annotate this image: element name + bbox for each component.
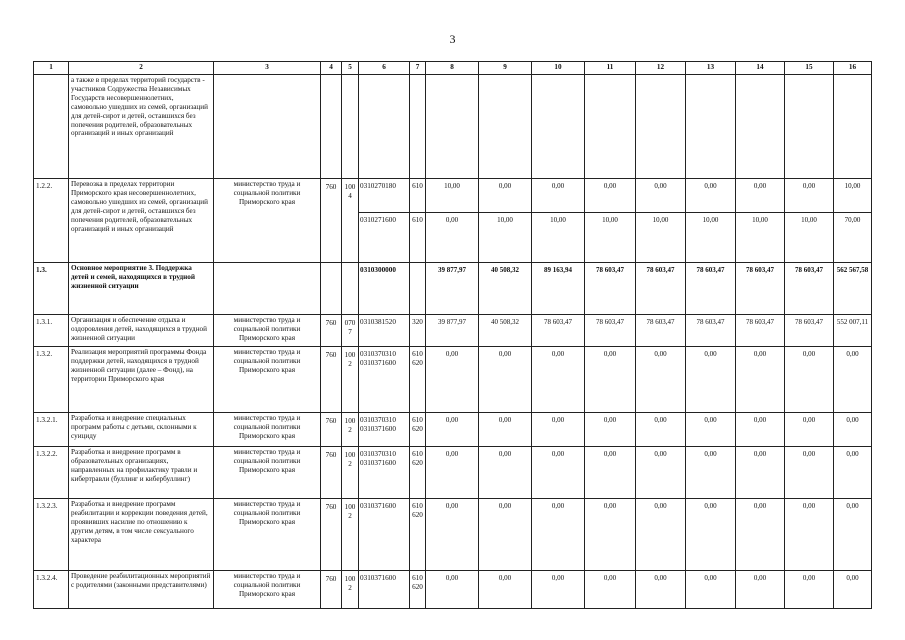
table-row bbox=[34, 499, 872, 571]
budget-code: 0310270180 bbox=[359, 179, 410, 213]
column-header-3: 3 bbox=[214, 62, 321, 75]
section-code: 1002 bbox=[342, 571, 359, 609]
amount-cell: 562 567,58 bbox=[834, 263, 872, 315]
amount-cell: 10,00 bbox=[785, 213, 834, 263]
budget-code: 0310370310 0310371600 bbox=[359, 413, 410, 447]
page-number: 3 bbox=[449, 32, 456, 46]
expense-type bbox=[410, 263, 426, 315]
item-number: 1.3.2.2. bbox=[34, 447, 69, 499]
amount-cell bbox=[834, 75, 872, 179]
amount-cell bbox=[636, 75, 686, 179]
amount-cell: 10,00 bbox=[686, 213, 736, 263]
table-row bbox=[34, 347, 872, 413]
budget-code: 0310371600 bbox=[359, 499, 410, 571]
column-header-16: 16 bbox=[834, 62, 872, 75]
item-number: 1.3.2.1. bbox=[34, 413, 69, 447]
expense-type: 610 bbox=[410, 213, 426, 263]
amount-cell: 0,00 bbox=[585, 499, 636, 571]
column-header-11: 11 bbox=[585, 62, 636, 75]
item-name: Основное мероприятие 3. Поддержка детей и семей, находящихся в трудной жизненной ситуации bbox=[69, 263, 214, 315]
budget-code: 0310271600 bbox=[359, 213, 410, 263]
amount-cell: 0,00 bbox=[636, 499, 686, 571]
executor: министерство труда и социальной политики Приморского края bbox=[214, 447, 321, 499]
amount-cell bbox=[479, 75, 532, 179]
amount-cell: 78 603,47 bbox=[686, 263, 736, 315]
amount-cell: 0,00 bbox=[532, 499, 585, 571]
amount-cell: 0,00 bbox=[585, 413, 636, 447]
amount-cell: 10,00 bbox=[479, 213, 532, 263]
amount-cell: 0,00 bbox=[426, 571, 479, 609]
expense-type: 610 620 bbox=[410, 571, 426, 609]
ministry-code: 760 bbox=[321, 499, 342, 571]
amount-cell: 78 603,47 bbox=[686, 315, 736, 347]
amount-cell: 0,00 bbox=[785, 447, 834, 499]
amount-cell: 552 007,11 bbox=[834, 315, 872, 347]
amount-cell: 0,00 bbox=[585, 447, 636, 499]
column-header-1: 1 bbox=[34, 62, 69, 75]
ministry-code: 760 bbox=[321, 447, 342, 499]
amount-cell: 0,00 bbox=[585, 571, 636, 609]
amount-cell: 39 877,97 bbox=[426, 315, 479, 347]
section-code bbox=[342, 263, 359, 315]
amount-cell: 0,00 bbox=[479, 179, 532, 213]
amount-cell: 10,00 bbox=[834, 179, 872, 213]
budget-code: 0310370310 0310371600 bbox=[359, 447, 410, 499]
ministry-code: 760 bbox=[321, 347, 342, 413]
item-name: Разработка и внедрение программ в образовательных организациях, направленных на профилактику травли и кибертравли (буллинг и кибербуллинг) bbox=[69, 447, 214, 499]
expense-type: 610 620 bbox=[410, 447, 426, 499]
amount-cell: 10,00 bbox=[532, 213, 585, 263]
amount-cell: 0,00 bbox=[532, 571, 585, 609]
amount-cell: 78 603,47 bbox=[585, 315, 636, 347]
amount-cell: 0,00 bbox=[686, 413, 736, 447]
amount-cell bbox=[426, 75, 479, 179]
amount-cell: 10,00 bbox=[736, 213, 785, 263]
amount-cell: 78 603,47 bbox=[585, 263, 636, 315]
column-header-4: 4 bbox=[321, 62, 342, 75]
amount-cell: 0,00 bbox=[532, 447, 585, 499]
amount-cell: 0,00 bbox=[636, 179, 686, 213]
column-header-10: 10 bbox=[532, 62, 585, 75]
amount-cell: 0,00 bbox=[479, 571, 532, 609]
amount-cell: 40 508,32 bbox=[479, 263, 532, 315]
amount-cell: 0,00 bbox=[736, 571, 785, 609]
ministry-code bbox=[321, 75, 342, 179]
item-name: Перевозка в пределах территории Приморского края несовершеннолетних, самовольно ушедших из семей, организаций для детей-сирот и детей, оставшихся без попечения родителей, образовательных организаций и иных организаций bbox=[69, 179, 214, 263]
amount-cell: 0,00 bbox=[834, 347, 872, 413]
amount-cell bbox=[785, 75, 834, 179]
item-number: 1.3. bbox=[34, 263, 69, 315]
executor: министерство труда и социальной политики Приморского края bbox=[214, 315, 321, 347]
amount-cell: 0,00 bbox=[426, 447, 479, 499]
amount-cell: 0,00 bbox=[636, 571, 686, 609]
expense-type bbox=[410, 75, 426, 179]
amount-cell: 0,00 bbox=[834, 499, 872, 571]
amount-cell: 10,00 bbox=[585, 213, 636, 263]
item-number bbox=[34, 75, 69, 179]
column-header-14: 14 bbox=[736, 62, 785, 75]
amount-cell: 0,00 bbox=[636, 413, 686, 447]
amount-cell: 0,00 bbox=[426, 413, 479, 447]
item-number: 1.3.2. bbox=[34, 347, 69, 413]
executor bbox=[214, 75, 321, 179]
expense-type: 610 620 bbox=[410, 347, 426, 413]
amount-cell: 0,00 bbox=[636, 347, 686, 413]
expense-type: 610 620 bbox=[410, 499, 426, 571]
expense-type: 610 bbox=[410, 179, 426, 213]
amount-cell: 70,00 bbox=[834, 213, 872, 263]
column-header-5: 5 bbox=[342, 62, 359, 75]
section-code: 0707 bbox=[342, 315, 359, 347]
amount-cell bbox=[686, 75, 736, 179]
budget-code: 0310300000 bbox=[359, 263, 410, 315]
executor: министерство труда и социальной политики Приморского края bbox=[214, 179, 321, 263]
expense-type: 320 bbox=[410, 315, 426, 347]
amount-cell: 0,00 bbox=[686, 571, 736, 609]
amount-cell: 78 603,47 bbox=[532, 315, 585, 347]
ministry-code: 760 bbox=[321, 179, 342, 263]
item-name: Разработка и внедрение специальных программ работы с детьми, склонными к суициду bbox=[69, 413, 214, 447]
amount-cell: 78 603,47 bbox=[636, 263, 686, 315]
item-number: 1.3.1. bbox=[34, 315, 69, 347]
amount-cell: 39 877,97 bbox=[426, 263, 479, 315]
amount-cell: 0,00 bbox=[686, 179, 736, 213]
amount-cell: 78 603,47 bbox=[785, 263, 834, 315]
table-row bbox=[34, 179, 872, 213]
amount-cell: 0,00 bbox=[834, 571, 872, 609]
amount-cell: 0,00 bbox=[834, 413, 872, 447]
budget-code: 0310370310 0310371600 bbox=[359, 347, 410, 413]
amount-cell: 0,00 bbox=[785, 179, 834, 213]
column-header-9: 9 bbox=[479, 62, 532, 75]
column-header-2: 2 bbox=[69, 62, 214, 75]
amount-cell: 78 603,47 bbox=[736, 315, 785, 347]
item-number: 1.2.2. bbox=[34, 179, 69, 263]
table-row bbox=[34, 75, 872, 179]
column-header-6: 6 bbox=[359, 62, 410, 75]
column-header-8: 8 bbox=[426, 62, 479, 75]
item-name: Проведение реабилитационных мероприятий с родителями (законными представителями) bbox=[69, 571, 214, 609]
amount-cell: 0,00 bbox=[585, 179, 636, 213]
section-code: 1002 bbox=[342, 499, 359, 571]
amount-cell: 0,00 bbox=[479, 499, 532, 571]
amount-cell: 40 508,32 bbox=[479, 315, 532, 347]
amount-cell: 0,00 bbox=[532, 179, 585, 213]
amount-cell: 78 603,47 bbox=[636, 315, 686, 347]
amount-cell: 0,00 bbox=[785, 347, 834, 413]
amount-cell: 0,00 bbox=[479, 413, 532, 447]
executor: министерство труда и социальной политики Приморского края bbox=[214, 571, 321, 609]
ministry-code bbox=[321, 263, 342, 315]
amount-cell: 0,00 bbox=[426, 213, 479, 263]
amount-cell: 0,00 bbox=[686, 347, 736, 413]
table-row bbox=[34, 263, 872, 315]
table-row bbox=[34, 413, 872, 447]
amount-cell: 0,00 bbox=[585, 347, 636, 413]
amount-cell bbox=[585, 75, 636, 179]
amount-cell: 0,00 bbox=[785, 413, 834, 447]
executor: министерство труда и социальной политики Приморского края bbox=[214, 347, 321, 413]
amount-cell bbox=[532, 75, 585, 179]
amount-cell: 0,00 bbox=[426, 347, 479, 413]
amount-cell: 0,00 bbox=[426, 499, 479, 571]
amount-cell: 0,00 bbox=[785, 499, 834, 571]
table-row bbox=[34, 571, 872, 609]
column-header-7: 7 bbox=[410, 62, 426, 75]
item-number: 1.3.2.4. bbox=[34, 571, 69, 609]
table-row bbox=[34, 447, 872, 499]
item-number: 1.3.2.3. bbox=[34, 499, 69, 571]
amount-cell: 0,00 bbox=[834, 447, 872, 499]
ministry-code: 760 bbox=[321, 413, 342, 447]
section-code bbox=[342, 75, 359, 179]
amount-cell: 10,00 bbox=[636, 213, 686, 263]
amount-cell: 0,00 bbox=[479, 447, 532, 499]
ministry-code: 760 bbox=[321, 315, 342, 347]
amount-cell: 0,00 bbox=[736, 413, 785, 447]
amount-cell: 89 163,94 bbox=[532, 263, 585, 315]
executor: министерство труда и социальной политики Приморского края bbox=[214, 413, 321, 447]
header-row bbox=[34, 62, 872, 75]
amount-cell bbox=[736, 75, 785, 179]
amount-cell: 0,00 bbox=[686, 499, 736, 571]
amount-cell: 0,00 bbox=[736, 447, 785, 499]
item-name: Организация и обеспечение отдыха и оздоровления детей, находящихся в трудной жизненной ситуации bbox=[69, 315, 214, 347]
section-code: 1002 bbox=[342, 447, 359, 499]
ministry-code: 760 bbox=[321, 571, 342, 609]
amount-cell: 78 603,47 bbox=[785, 315, 834, 347]
section-code: 1004 bbox=[342, 179, 359, 263]
amount-cell: 0,00 bbox=[736, 179, 785, 213]
program-table bbox=[33, 61, 872, 609]
amount-cell: 0,00 bbox=[785, 571, 834, 609]
amount-cell: 0,00 bbox=[736, 347, 785, 413]
amount-cell: 10,00 bbox=[426, 179, 479, 213]
amount-cell: 78 603,47 bbox=[736, 263, 785, 315]
amount-cell: 0,00 bbox=[532, 413, 585, 447]
budget-code: 0310381520 bbox=[359, 315, 410, 347]
amount-cell: 0,00 bbox=[479, 347, 532, 413]
section-code: 1002 bbox=[342, 413, 359, 447]
executor: министерство труда и социальной политики Приморского края bbox=[214, 499, 321, 571]
table-row bbox=[34, 315, 872, 347]
amount-cell: 0,00 bbox=[686, 447, 736, 499]
budget-code: 0310371600 bbox=[359, 571, 410, 609]
amount-cell: 0,00 bbox=[636, 447, 686, 499]
item-name: Реализация мероприятий программы Фонда поддержки детей, находящихся в трудной жизненной ситуации (далее – Фонд), на территории Приморского края bbox=[69, 347, 214, 413]
column-header-15: 15 bbox=[785, 62, 834, 75]
expense-type: 610 620 bbox=[410, 413, 426, 447]
amount-cell: 0,00 bbox=[532, 347, 585, 413]
column-header-12: 12 bbox=[636, 62, 686, 75]
item-name: Разработка и внедрение программ реабилитации и коррекции поведения детей, проявивших насилие по отношению к другим детям, в том числе сексуального характера bbox=[69, 499, 214, 571]
item-name: а также в пределах территорий государств - участников Содружества Независимых Государств несовершеннолетних, самовольно ушедших из семей, организаций для детей-сирот и детей, оставшихся без попечения родителей, образовательных организаций и иных организаций bbox=[69, 75, 214, 179]
column-header-13: 13 bbox=[686, 62, 736, 75]
section-code: 1002 bbox=[342, 347, 359, 413]
executor bbox=[214, 263, 321, 315]
budget-code bbox=[359, 75, 410, 179]
amount-cell: 0,00 bbox=[736, 499, 785, 571]
